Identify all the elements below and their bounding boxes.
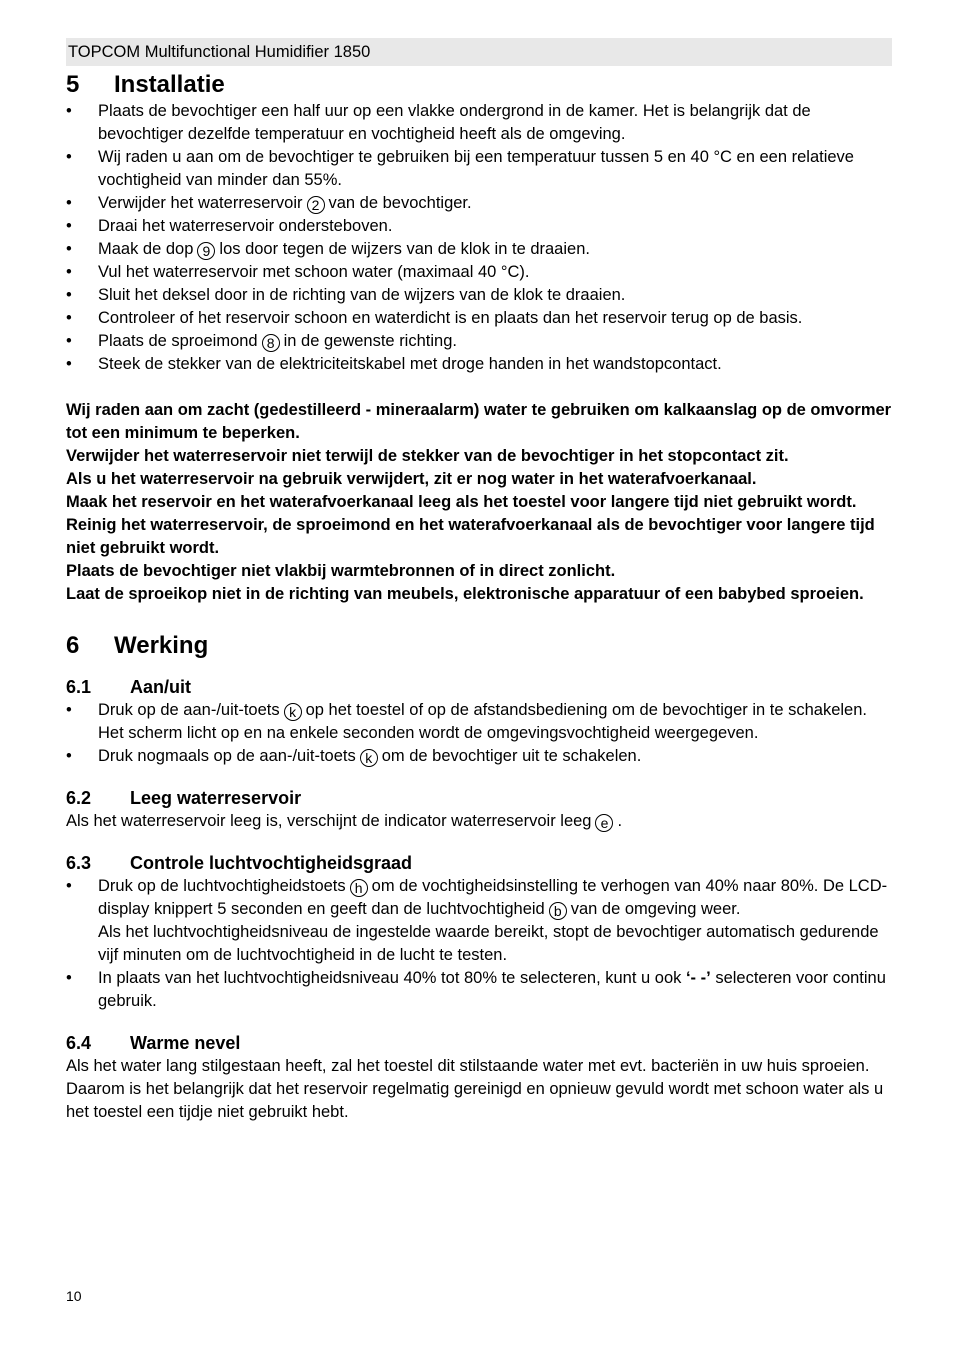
bullet-icon: •	[66, 355, 72, 373]
warning-line: Wij raden aan om zacht (gedestilleerd - mineraalarm) water te gebruiken om kalkaanslag op de omvormer tot een minimum te beperken.	[66, 401, 892, 442]
bullet-icon: •	[66, 332, 72, 350]
section-title: Werking	[114, 632, 209, 659]
bullet-icon: •	[66, 102, 72, 120]
subsection-6-2-heading: 6.2 Leeg waterreservoir	[66, 788, 302, 808]
list-item: • Plaats de bevochtiger een half uur op een vlakke ondergrond in de kamer. Het is belangrijk dat de bevochtiger dezelfde temperatuur en vochtigheid heeft als de omgeving.	[66, 102, 811, 143]
manual-page	[66, 38, 892, 1124]
section-6-heading	[66, 631, 892, 661]
subsection-6-3-heading: 6.3 Controle luchtvochtigheidsgraad	[66, 853, 413, 873]
circled-reference-icon: k	[284, 703, 302, 721]
header-title: TOPCOM Multifunctional Humidifier 1850	[68, 43, 371, 61]
warm-mist-text: Als het water lang stilgestaan heeft, zal het toestel dit stilstaande water met evt. bacteriën in uw huis sproeien. Daarom is het belangrijk dat het reservoir regelmatig gereinigd en opnieuw gevuld wordt met schoon water als u het toestel een tijdje niet gebruikt hebt.	[66, 1057, 884, 1121]
bullet-icon: •	[66, 194, 72, 212]
bullet-icon: •	[66, 263, 72, 281]
circled-reference-icon: 2	[307, 196, 325, 214]
warning-line: Als u het waterreservoir na gebruik verwijdert, zit er nog water in het waterafvoerkanaal.	[66, 470, 757, 488]
section-number: 5	[66, 71, 80, 98]
list-item: • Druk op de luchtvochtigheidstoets h om de vochtigheidsinstelling te verhogen van 40% naar 80%. De LCD-display knippert 5 seconden en geeft dan de luchtvochtigheid b van de omgeving weer. Als het luchtvochtigheidsniveau de ingestelde waarde bereikt, stopt de bevochtiger automatisch gedurende vijf minuten om de luchtvochtigheid in de lucht te testen.	[66, 877, 888, 964]
circled-reference-icon: 8	[262, 334, 280, 352]
list-item: • Sluit het deksel door in de richting van de wijzers van de klok te draaien.	[66, 284, 892, 307]
warning-line: Maak het reservoir en het waterafvoerkanaal leeg als het toestel voor langere tijd niet gebruikt wordt.	[66, 493, 857, 511]
bullet-icon: •	[66, 877, 72, 895]
circled-reference-icon: k	[360, 749, 378, 767]
bullet-icon: •	[66, 969, 72, 987]
warning-line: Plaats de bevochtiger niet vlakbij warmtebronnen of in direct zonlicht.	[66, 562, 616, 580]
bullet-icon: •	[66, 286, 72, 304]
list-item: • Verwijder het waterreservoir 2 van de bevochtiger.	[66, 194, 472, 213]
section-number: 6	[66, 632, 80, 659]
warning-line: Laat de sproeikop niet in de richting van meubels, elektronische apparatuur of een babybed sproeien.	[66, 585, 864, 603]
bullet-icon: •	[66, 217, 72, 235]
subsection-6-1-heading: 6.1 Aan/uit	[66, 677, 191, 697]
list-item: • Steek de stekker van de elektriciteitskabel met droge handen in het wandstopcontact.	[66, 353, 892, 376]
circled-reference-icon: b	[549, 902, 567, 920]
power-steps	[66, 699, 892, 768]
list-item: • Draai het waterreservoir ondersteboven.	[66, 215, 892, 238]
list-item: • Maak de dop 9 los door tegen de wijzers van de klok in te draaien.	[66, 240, 590, 259]
document-header	[66, 38, 892, 66]
bullet-icon: •	[66, 148, 72, 166]
warning-line: Verwijder het waterreservoir niet terwijl de stekker van de bevochtiger in het stopcontact zit.	[66, 447, 789, 465]
section-5-heading	[66, 70, 892, 100]
list-item: • Vul het waterreservoir met schoon water (maximaal 40 °C).	[66, 261, 892, 284]
safety-warnings	[66, 399, 892, 606]
empty-reservoir-text: Als het waterreservoir leeg is, verschijnt de indicator waterreservoir leeg e .	[66, 812, 623, 831]
circled-reference-icon: h	[350, 879, 368, 897]
list-item: • In plaats van het luchtvochtigheidsniveau 40% tot 80% te selecteren, kunt u ook ‘- -’ selecteren voor continu gebruik.	[66, 969, 886, 1010]
list-item: • Controleer of het reservoir schoon en waterdicht is en plaats dan het reservoir terug op de basis.	[66, 307, 892, 330]
list-item: • Druk nogmaals op de aan-/uit-toets k om de bevochtiger uit te schakelen.	[66, 747, 642, 766]
bullet-icon: •	[66, 701, 72, 719]
bullet-icon: •	[66, 747, 72, 765]
warning-line: Reinig het waterreservoir, de sproeimond en het waterafvoerkanaal als de bevochtiger voor langere tijd niet gebruikt wordt.	[66, 516, 875, 557]
circled-reference-icon: 9	[197, 242, 215, 260]
bullet-icon: •	[66, 309, 72, 327]
installation-steps	[66, 100, 892, 376]
list-item: • Wij raden u aan om de bevochtiger te gebruiken bij een temperatuur tussen 5 en 40 °C en een relatieve vochtigheid van minder dan 55%.	[66, 148, 854, 189]
subsection-6-4-heading: 6.4 Warme nevel	[66, 1033, 241, 1053]
list-item: • Druk op de aan-/uit-toets k op het toestel of op de afstandsbediening om de bevochtiger in te schakelen. Het scherm licht op en na enkele seconden wordt de omgevingsvochtigheid weergegeven.	[66, 701, 867, 742]
section-title: Installatie	[114, 71, 225, 98]
bullet-icon: •	[66, 240, 72, 258]
list-item: • Plaats de sproeimond 8 in de gewenste richting.	[66, 332, 457, 351]
circled-reference-icon: e	[595, 814, 613, 832]
page-number: 10	[66, 1288, 82, 1304]
humidity-steps	[66, 875, 892, 1013]
